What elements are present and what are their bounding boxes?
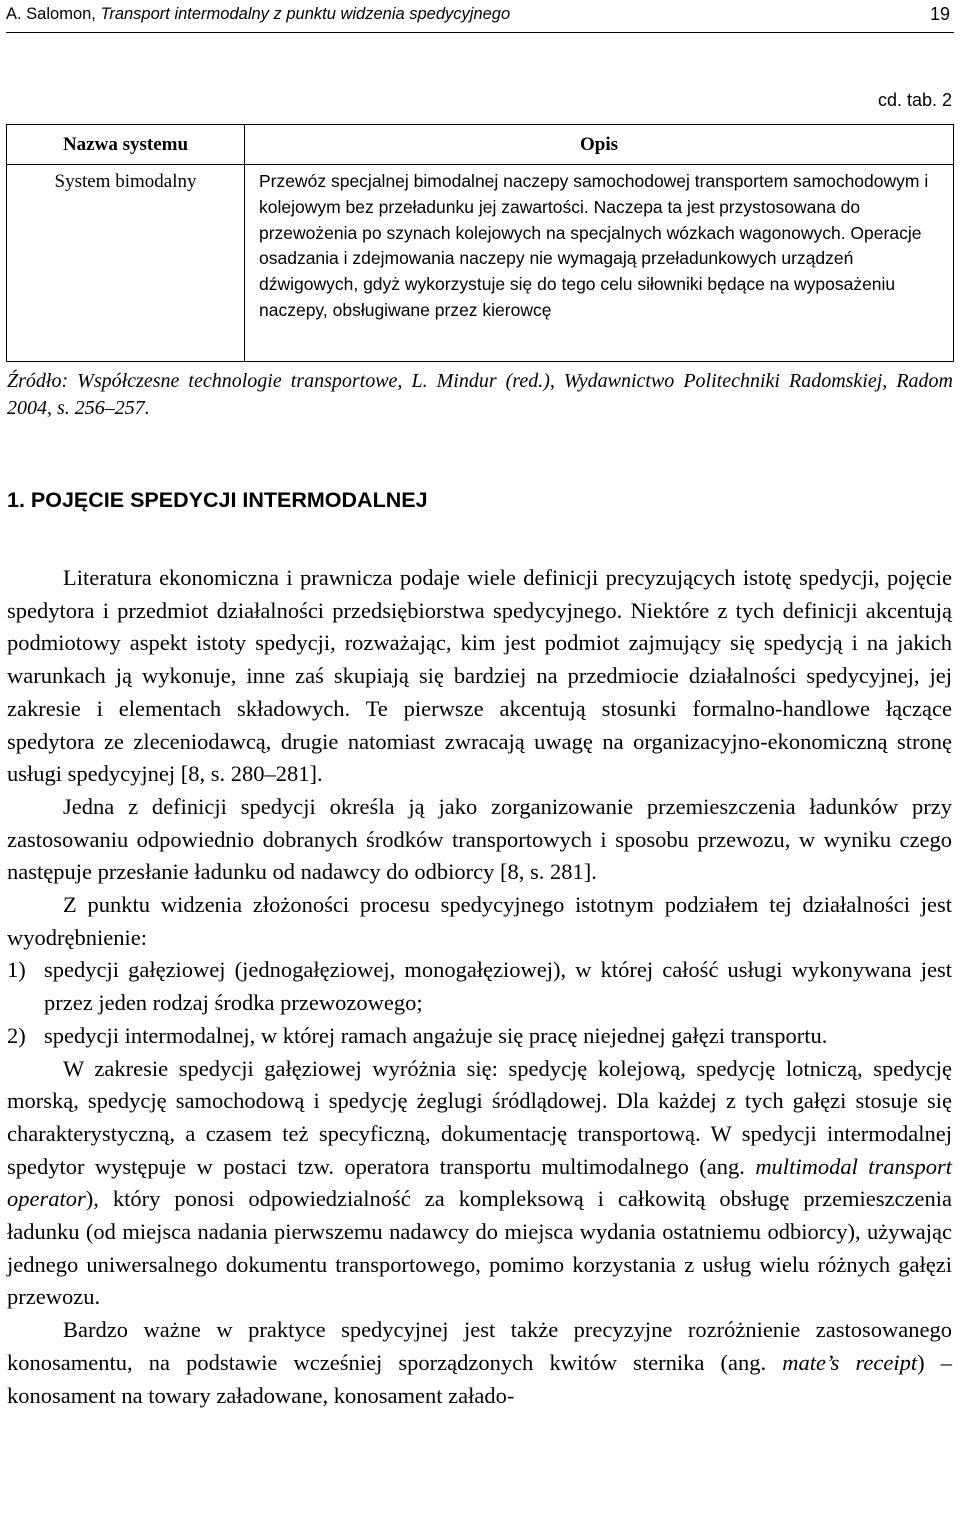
paragraph: Jedna z definicji spedycji określa ją jako zorganizowanie przemieszczenia ładunków przy zastosowaniu odpowiednio dobranych środków transportowych i sposobu przewozu, w wyniku czego następuje przesłanie ładunku od nadawcy do odbiorcy [8, s. 281]. xyxy=(7,793,952,885)
list-item xyxy=(7,954,952,1019)
paragraph xyxy=(7,1314,952,1412)
list-item-text: spedycji intermodalnej, w której ramach angażuje się pracę niejednej gałęzi transportu. xyxy=(44,1022,828,1048)
paragraph xyxy=(7,1053,952,1315)
table-header-divider xyxy=(7,164,953,165)
list-item-number: 2) xyxy=(7,1022,26,1048)
table-continuation-label: cd. tab. 2 xyxy=(877,90,952,110)
running-header-title xyxy=(6,0,510,28)
systems-table xyxy=(6,124,954,362)
header-book-title: Transport intermodalny z punktu widzenia spedycyjnego xyxy=(100,5,511,23)
section-heading: 1. POJĘCIE SPEDYCJI INTERMODALNEJ xyxy=(7,488,428,512)
paragraph: Literatura ekonomiczna i prawnicza podaje wiele definicji precyzujących istotę spedycji, pojęcie spedytora i przedmiot działalności przedsiębiorstwa spedycyjnego. Niektóre z tych definicji akcentują podmiotowy aspekt istoty spedycji, rozważając, kim jest podmiot zajmujący się spedycją i na jakich warunkach ją wykonuje, inne zaś skupiają się bardziej na przedmiocie działalności spedycyjnej, jej zakresie i elementach składowych. Te pierwsze akcentują stosunki formalno-handlowe łączące spedytora ze zleceniodawcą, drugie natomiast zwracają uwagę na organizacyjno-ekonomiczną stronę usługi spedycyjnej [8, s. 280–281]. xyxy=(7,565,952,787)
paragraph: Z punktu widzenia złożoności procesu spedycyjnego istotnym podziałem tej działalności jest wyodrębnienie: xyxy=(7,892,952,950)
body-text xyxy=(7,562,952,1412)
running-header xyxy=(6,0,954,33)
source-note: Źródło: Współczesne technologie transportowe, L. Mindur (red.), Wydawnictwo Politechniki Radomskiej, Radom 2004, s. 256–257. xyxy=(7,370,953,419)
paragraph-text: W zakresie spedycji gałęziowej wyróżnia się: spedycję kolejową, spedycję lotniczą, spedycję morską, spedycję samochodową i spedycję żeglugi śródlądowej. Dla każdej z tych gałęzi stosuje się charakterystyczną, a czasem też specyficzną, dokumentację transportową. W spedycji intermodalnej spedytor występuje w postaci tzw. operatora transportu multimodalnego (ang. xyxy=(7,1055,952,1179)
paragraph-text: ), który ponosi odpowiedzialność za kompleksową i całkowitą obsługę przemieszczenia ładunku (od miejsca nadania pierwszemu nadawcy do miejsca wydania ostatniemu odbiorcy), używając jednego uniwersalnego dokumentu transportowego, pomimo korzystania z usług wielu różnych gałęzi przewozu. xyxy=(7,1186,952,1310)
list-item xyxy=(7,1020,952,1053)
table-header-description: Opis xyxy=(579,134,619,155)
paragraph-text: ) – konosament na towary załadowane, konosament załado- xyxy=(7,1349,952,1408)
list-item-text: spedycji gałęziowej (jednogałęziowej, monogałęziowej), w której całość usługi wykonywana jest przez jeden rodzaj środka przewozowego; xyxy=(44,957,952,1016)
english-term: mate’s receipt xyxy=(782,1349,918,1375)
english-term: multimodal transport operator xyxy=(7,1153,952,1212)
header-author: A. Salomon, xyxy=(6,5,96,23)
table-column-divider xyxy=(244,125,245,361)
table-cell-system-name: System bimodalny xyxy=(54,171,197,192)
paragraph-text: Bardzo ważne w praktyce spedycyjnej jest także precyzyjne rozróżnienie zastosowanego konosamentu, na podstawie wcześniej sporządzonych kwitów sternika (ang. xyxy=(7,1317,952,1375)
table-header-name: Nazwa systemu xyxy=(62,134,189,155)
list-item-number: 1) xyxy=(7,957,26,983)
table-cell-system-description: Przewóz specjalnej bimodalnej naczepy samochodowej transportem samochodowym i kolejowym bez przeładunku jej zawartości. Naczepa ta jest przystosowana do przewożenia po szynach kolejowych na specjalnych wózkach wagonowych. Operacje osadzania i zdejmowania naczepy nie wymagają przeładunkowych urządzeń dźwigowych, gdyż wykorzystuje się do tego celu siłowniki będące na wyposażeniu naczepy, obsługiwane przez kierowcę xyxy=(259,171,929,320)
page-number: 19 xyxy=(929,4,950,24)
